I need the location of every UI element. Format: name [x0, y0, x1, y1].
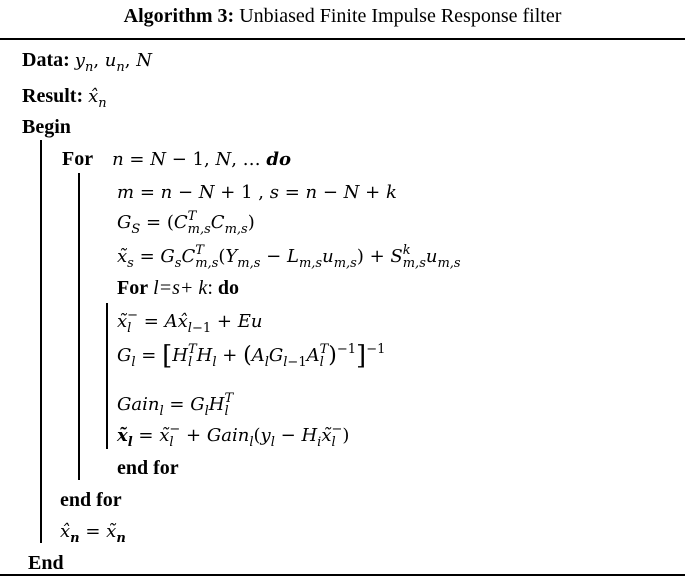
outer-end-for-line: [60, 487, 122, 513]
inner-end-for-keyword: end for: [117, 457, 179, 479]
xs-formula: $x̃_s = G_sC$ T m,s $(Y_{m,s} - L_{m,s}u_{m,s}) + S$ k m,s $u_{m,s}$: [117, 243, 461, 271]
inner-for-keyword: For: [117, 277, 149, 299]
outer-for-keyword: For: [62, 148, 94, 170]
outer-end-for-keyword: end for: [60, 489, 122, 511]
gl-line: [117, 342, 385, 369]
update-formula: $x̃_l$ = x̃ − l + $Gain_l(y_l$ − $H_ix̃$ − l ): [117, 422, 350, 450]
predict-formula: x̃ − l = $Ax̂_{l-1} + Eu$: [117, 308, 263, 336]
outer-for-line: [62, 146, 291, 173]
outer-for-condition: n = N − 1, N, … do: [112, 149, 291, 170]
inner-for-line: [117, 275, 239, 301]
gl-formula: $G_l = [H$ T l $H_l + (A_lG_{l-1}A$ T l )$^{-1}$]$^{-1}$: [117, 341, 386, 371]
predict-line: [117, 308, 262, 335]
result-line: [22, 83, 107, 110]
algorithm-title: Unbiased Finite Impulse Response filter: [239, 5, 562, 27]
begin-line: [22, 114, 71, 140]
bottom-rule: [0, 574, 685, 576]
end-keyword: End: [28, 552, 64, 574]
index-line: [117, 179, 397, 206]
top-rule: [0, 38, 685, 40]
update-line: [117, 422, 349, 449]
outer-for-scope-bar: [78, 173, 80, 480]
data-keyword: Data:: [22, 49, 70, 71]
final-assign-line: [60, 518, 126, 545]
index-formula: m = n − N + 1 , s = n − N + k: [117, 182, 397, 203]
final-assign-formula: $x̂_n$ = $x̃_n$: [60, 521, 126, 546]
result-formula: $x̂_n$: [88, 86, 107, 111]
gain-line: [117, 391, 233, 418]
gs-formula: $G_S = (C$ T m,s $C_{m,s}$): [117, 209, 255, 237]
result-keyword: Result:: [22, 85, 84, 107]
data-formula: $y_n$, $u_n$, N: [74, 50, 152, 75]
inner-end-for-line: [117, 455, 179, 481]
inner-for-do: do: [217, 277, 239, 299]
begin-keyword: Begin: [22, 116, 71, 138]
algorithm-caption: [0, 2, 685, 30]
inner-for-scope-bar: [106, 303, 108, 449]
begin-scope-bar: [40, 140, 42, 543]
end-line: [28, 550, 64, 576]
algorithm-label: Algorithm 3:: [123, 5, 235, 27]
inner-for-condition: l=s+ k: [153, 277, 208, 299]
gain-formula: Gain$_l$ = $G_lH$ T l: [117, 391, 234, 419]
inner-for-colon: :: [207, 277, 213, 299]
data-line: [22, 47, 152, 74]
xs-line: [117, 243, 461, 270]
gs-line: [117, 209, 255, 236]
